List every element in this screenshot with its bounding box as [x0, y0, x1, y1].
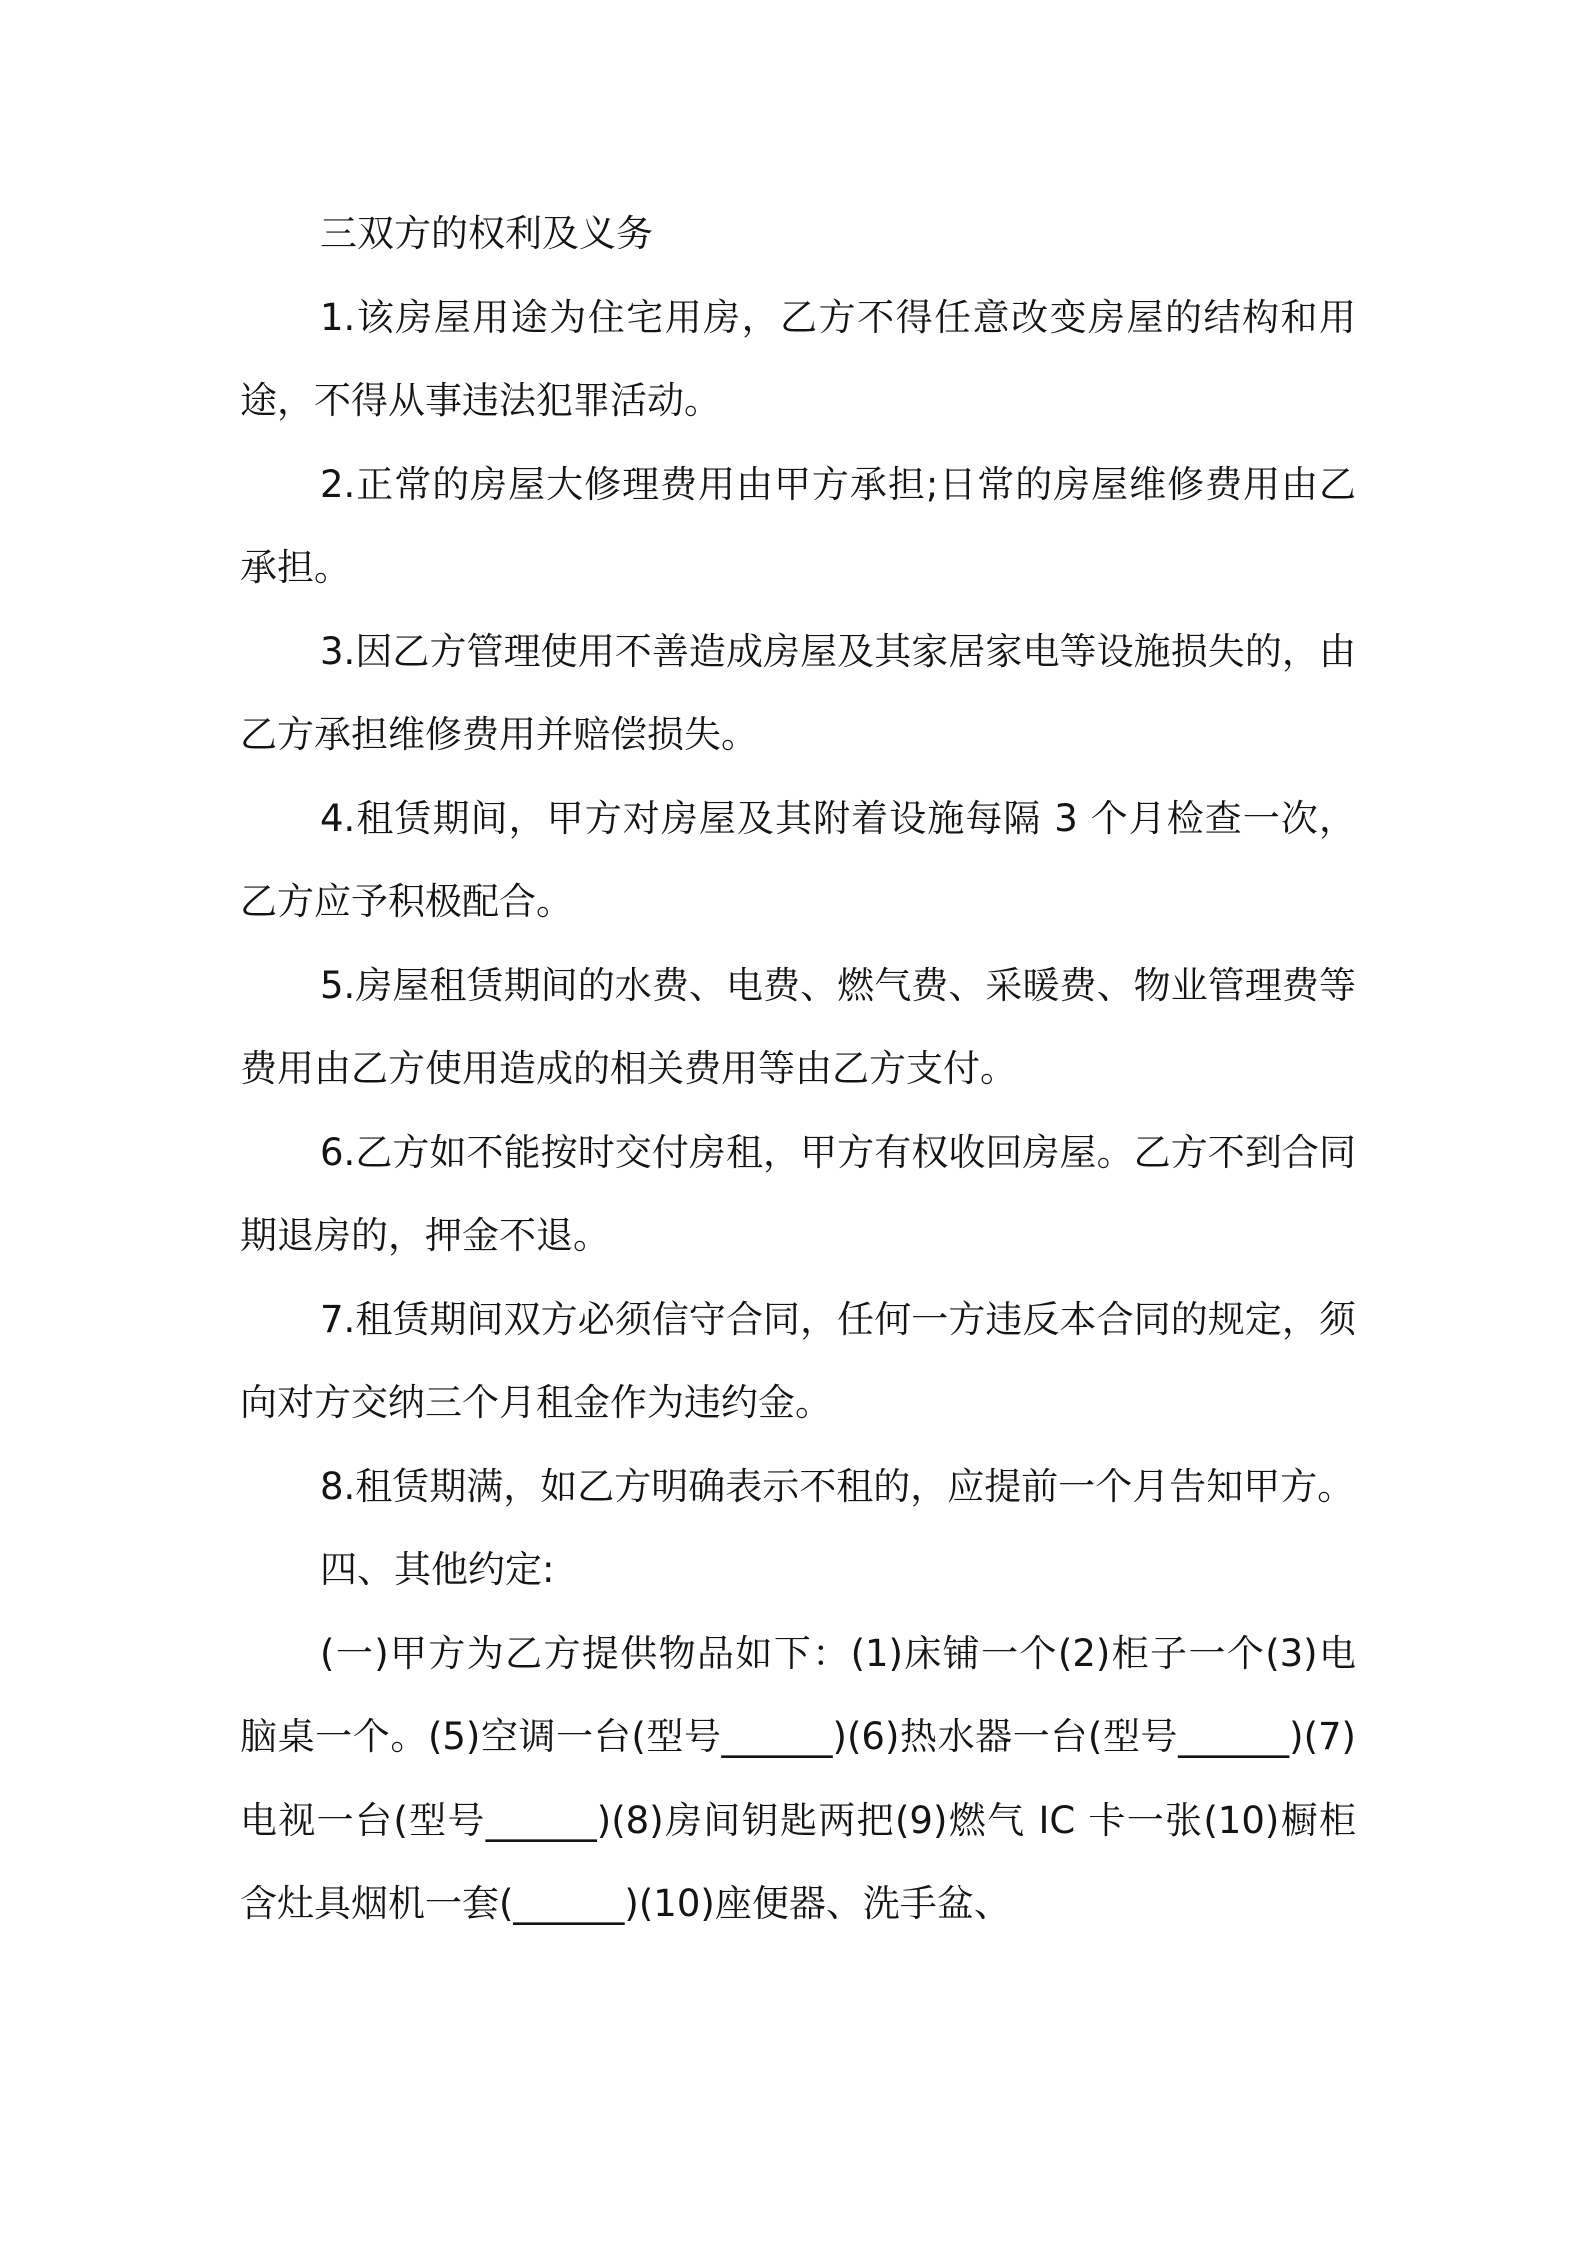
clause-items-provided: (一)甲方为乙方提供物品如下：(1)床铺一个(2)柜子一个(3)电脑桌一个。(5)空调一台(型号______)(6)热水器一台(型号______)(7)电视一台(型号______)(8)房间钥匙两把(9)燃气 IC 卡一张(10)橱柜含灶具烟机一套(______)(10)座便器、洗手盆、: [240, 1631, 1356, 1925]
clause-1: 1.该房屋用途为住宅用房，乙方不得任意改变房屋的结构和用途，不得从事违法犯罪活动。: [240, 295, 1356, 422]
clause-4: 4.租赁期间，甲方对房屋及其附着设施每隔 3 个月检查一次，乙方应予积极配合。: [240, 796, 1356, 923]
clause-3: 3.因乙方管理使用不善造成房屋及其家居家电等设施损失的，由乙方承担维修费用并赔偿损失。: [240, 629, 1356, 756]
section-heading-other: 四、其他约定:: [320, 1548, 555, 1591]
document-body: [240, 192, 1356, 1946]
clause-6: 6.乙方如不能按时交付房租，甲方有权收回房屋。乙方不到合同期退房的，押金不退。: [240, 1130, 1356, 1257]
clause-8: 8.租赁期满，如乙方明确表示不租的，应提前一个月告知甲方。: [320, 1464, 1355, 1508]
clause-2: 2.正常的房屋大修理费用由甲方承担;日常的房屋维修费用由乙承担。: [240, 462, 1356, 589]
clause-7: 7.租赁期间双方必须信守合同，任何一方违反本合同的规定，须向对方交纳三个月租金作为违约金。: [240, 1297, 1356, 1424]
section-heading-rights: 三双方的权利及义务: [320, 212, 653, 255]
clause-5: 5.房屋租赁期间的水费、电费、燃气费、采暖费、物业管理费等费用由乙方使用造成的相关费用等由乙方支付。: [240, 963, 1356, 1090]
